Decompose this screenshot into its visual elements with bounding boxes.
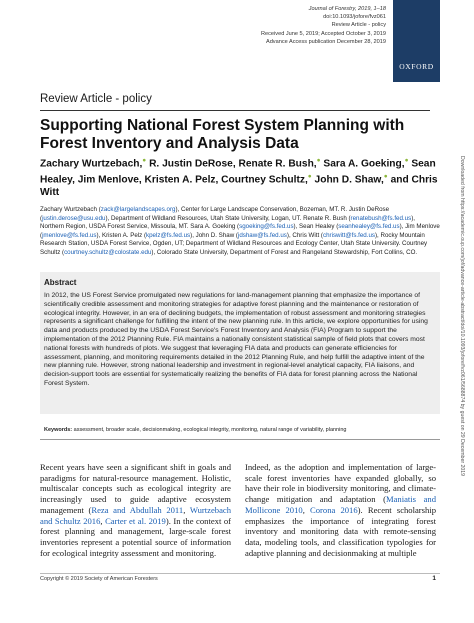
- body-column-left: [40, 462, 231, 558]
- publisher-logo: [393, 0, 440, 82]
- citation-link[interactable]: Reza and Abdullah 2011: [91, 504, 184, 515]
- body-text: Recent years have seen a significant shift in goals and paradigms for natural-resource management. Holistic, multiscalar concepts such as ecological integrity are increasingly used to guide adaptive ecosystem management (: [40, 462, 231, 515]
- email-link[interactable]: zack@largelandscapes.org: [100, 206, 176, 213]
- affiliation-text: ), Colorado State University, Department of Forest and Rangeland Stewardship, Fort Collins, CO.: [151, 248, 418, 256]
- author-name: Sean Healey, Jim Menlove, Kristen A. Pelz, Courtney Schultz,: [40, 158, 436, 186]
- keywords: [44, 427, 439, 434]
- affiliation-text: ), Department of Wildland Resources, Utah State University, Logan, UT. Renate R. Bush (: [105, 214, 351, 222]
- journal-citation: Journal of Forestry, 2019, 1–18: [308, 6, 386, 12]
- body-text: ). In the context of forest planning and management, large-scale forest inventories represent a potential source of information for ecological integrity assessment and monitoring.: [40, 515, 231, 558]
- journal-info: [236, 5, 386, 46]
- orcid-icon[interactable]: ●: [142, 157, 147, 164]
- author-name: and Chris Witt: [40, 174, 438, 198]
- advance-access-date: Advance Access publication December 28, 2019: [265, 38, 386, 45]
- body-text: ,: [302, 504, 310, 515]
- body-text: Indeed, as the adoption and implementation of large-scale forest inventories have expanded globally, so have their role in biodiversity monitoring, and climate-change mitigation and adaptation (: [245, 462, 436, 505]
- body-text: ). Recent scholarship emphasizes the importance of integrating forest inventory and monitoring data with remote-sensing data, modeling tools, and classification typologies for adaptive planning and decisionmaking at multiple: [245, 504, 436, 558]
- copyright-notice: Copyright © 2019 Society of American Foresters: [40, 576, 158, 582]
- article-type: Review Article - policy: [40, 93, 152, 105]
- email-link[interactable]: kpelz@fs.fed.us: [146, 231, 191, 239]
- author-name: John D. Shaw,: [311, 174, 384, 186]
- keywords-text: assessment, broader scale, decisionmaking, ecological integrity, monitoring, natural range of variability, planning: [73, 427, 347, 433]
- abstract-heading: Abstract: [44, 278, 77, 287]
- author-name: Sara A. Goeking,: [320, 158, 405, 170]
- keywords-divider: [40, 439, 440, 440]
- citation-link[interactable]: Carter et al. 2019: [105, 515, 166, 526]
- author-name: R. Justin DeRose, Renate R. Bush,: [146, 158, 317, 170]
- received-date: Received June 5, 2019; Accepted October 3, 2019: [260, 30, 386, 37]
- body-text: ,: [100, 515, 106, 526]
- keywords-label: Keywords:: [44, 427, 73, 433]
- header-divider: [40, 110, 430, 111]
- orcid-icon[interactable]: ●: [383, 172, 388, 180]
- affiliation-text: ), Sean Healey (: [293, 223, 339, 231]
- orcid-icon[interactable]: ●: [316, 157, 321, 164]
- email-link[interactable]: jmenlove@fs.fed.us: [42, 231, 97, 239]
- affiliation-text: ), Rocky Mountain Research Station, USDA Forest Service, Ogden, UT; Department of Wildland Resources and Ecology Center, Utah State University. Courtney Schultz (: [40, 231, 428, 256]
- orcid-icon[interactable]: ●: [404, 157, 409, 164]
- email-link[interactable]: justin.derose@usu.edu: [42, 214, 106, 222]
- affiliation-text: ), Center for Large Landscape Conservation, Bozeman, MT. R. Justin DeRose (: [40, 206, 390, 222]
- footer-divider: [40, 573, 440, 574]
- citation-link[interactable]: Corona 2016: [310, 504, 358, 515]
- download-note: [456, 82, 468, 550]
- publisher-logo-text: OXFORD: [399, 62, 434, 71]
- affiliation-text: ), Northern Region, USDA Forest Service, Missoula, MT. Sara A. Goeking (: [40, 214, 415, 231]
- author-list: [40, 155, 440, 199]
- page-number: 1: [432, 575, 436, 582]
- author-affiliations: [40, 206, 440, 258]
- doi[interactable]: doi:10.1093/jofore/fvz061: [323, 14, 386, 21]
- body-column-right: [245, 462, 436, 558]
- affiliation-text: ), John D. Shaw (: [190, 231, 238, 239]
- author-name: Zachary Wurtzebach,: [40, 158, 143, 170]
- affiliation-text: ), Kristen A. Pelz (: [96, 231, 147, 239]
- orcid-icon[interactable]: ●: [307, 172, 312, 180]
- abstract-text: In 2012, the US Forest Service promulgated new regulations for land-management planning that emphasize the importance of scientifically credible assessment and monitoring strategies for adaptive forest planning and the maintenance or restoration of ecological integrity. However, in an era of declining budgets, the implementation of robust assessment and monitoring strategies represents a significant challenge for fulfilling the intent of the new planning rule. In this article, we explore opportunities for using data and products produced by the USDA Forest Service's Forest Inventory and Analysis (FIA) Program to support the implementation of the 2012 Planning Rule. FIA maintains a nationally consistent statistical sample of field plots that covers most national forests with hundreds of plots. We suggest that leveraging FIA data and products can generate efficiencies for assessment, planning, and monitoring requirements detailed in the 2012 Planning Rule, and help fulfill the adaptive intent of the new planning rule. However, strong national leadership and investment in regional-level analytical capacity, FIA liaisons, and decision-support tools are essential for systematically realizing the benefits of FIA data for forest planning across the National Forest System.: [44, 292, 428, 387]
- abstract-box: [40, 272, 440, 414]
- download-note-text: Downloaded from https://academic.oup.com/jof/advance-article-abstract/doi/10.1093/jofore/fvz061/5688874 by guest on 29 December 2019: [459, 155, 465, 477]
- email-link[interactable]: seanhealey@fs.fed.us: [338, 223, 400, 231]
- article-type-line: Review Article - policy: [331, 22, 386, 29]
- citation-link[interactable]: Wurtzebach and Schultz 2016: [40, 504, 231, 526]
- email-link[interactable]: renatebush@fs.fed.us: [350, 214, 412, 222]
- affiliation-text: ), Jim Menlove (: [40, 223, 440, 239]
- article-title: Supporting National Forest System Planning with Forest Inventory and Analysis Data: [40, 117, 405, 152]
- email-link[interactable]: courtney.schultz@colostate.edu: [64, 248, 152, 256]
- citation-link[interactable]: Maniatis and Mollicone 2010: [245, 494, 436, 515]
- email-link[interactable]: jdshaw@fs.fed.us: [237, 231, 287, 239]
- affiliation-text: ), Chris Witt (: [286, 231, 323, 239]
- body-text: ,: [183, 504, 190, 515]
- affiliation-text: Zachary Wurtzebach (: [40, 206, 101, 213]
- email-link[interactable]: chriswitt@fs.fed.us: [322, 231, 375, 239]
- email-link[interactable]: sgoeking@fs.fed.us: [239, 223, 294, 231]
